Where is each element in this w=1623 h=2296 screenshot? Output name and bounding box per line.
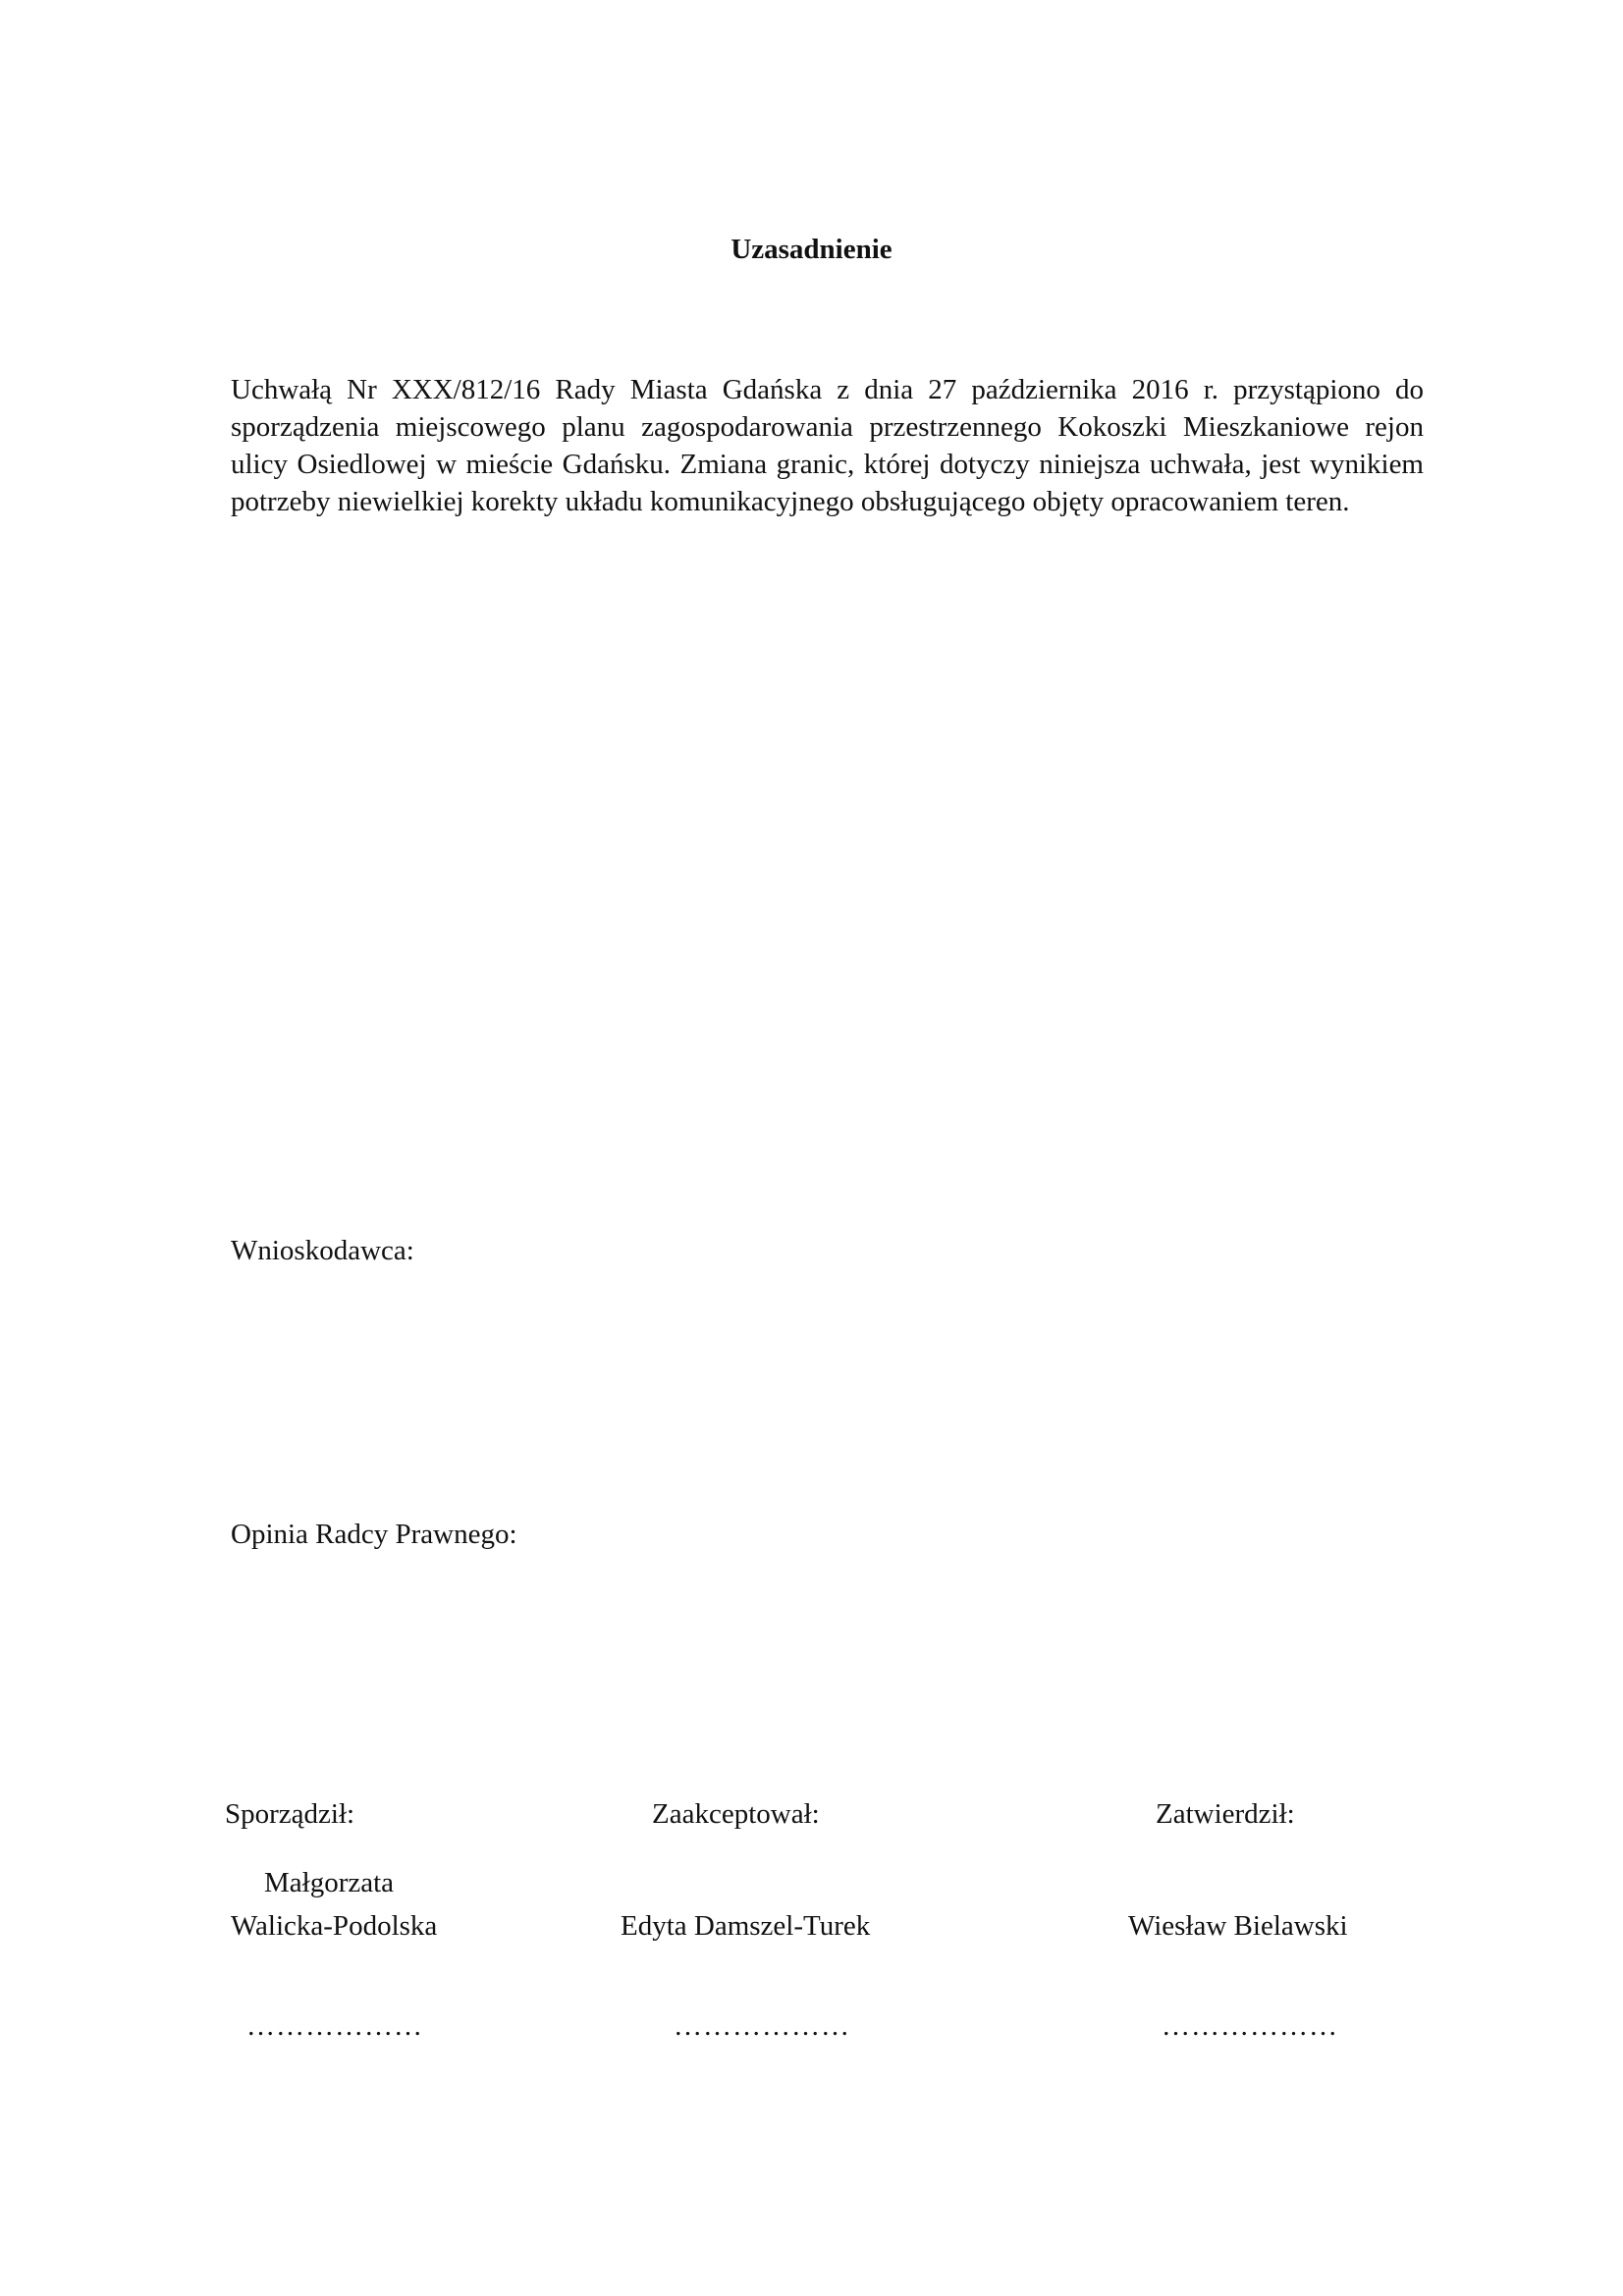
signature-block-accepted — [621, 1796, 871, 2042]
signature-role: Zaakceptował: — [652, 1798, 820, 1830]
applicant-label: Wnioskodawca: — [231, 1235, 414, 1266]
signature-name-first: Małgorzata — [264, 1867, 395, 1898]
signature-line: ……………… — [246, 2010, 423, 2042]
signature-name: Edyta Damszel-Turek — [621, 1910, 871, 1942]
signature-line: ……………… — [1162, 2010, 1338, 2042]
document-title: Uzasadnienie — [730, 234, 893, 265]
signature-role: Sporządził: — [225, 1798, 355, 1830]
justification-paragraph: Uchwałą Nr XXX/812/16 Rady Miasta Gdańska z dnia 27 października 2016 r. przystąpiono do sporządzenia miejscowego planu zagospodarowania przestrzennego Kokoszki Mieszkaniowe rejon ulicy Osiedlowej w mieście Gdańsku. Zmiana granic, której dotyczy niniejsza uchwała, jest wynikiem potrzeby niewielkiej korekty układu komunikacyjnego obsługującego objęty opracowaniem teren. — [231, 374, 1424, 517]
legal-opinion-label: Opinia Radcy Prawnego: — [231, 1519, 517, 1550]
signature-name-last: Walicka-Podolska — [231, 1910, 438, 1942]
signature-block-prepared — [225, 1796, 438, 2042]
signature-name: Wiesław Bielawski — [1128, 1910, 1348, 1942]
signature-role: Zatwierdził: — [1156, 1798, 1295, 1830]
signature-block-approved — [1128, 1796, 1348, 2042]
signature-line: ……………… — [674, 2010, 850, 2042]
